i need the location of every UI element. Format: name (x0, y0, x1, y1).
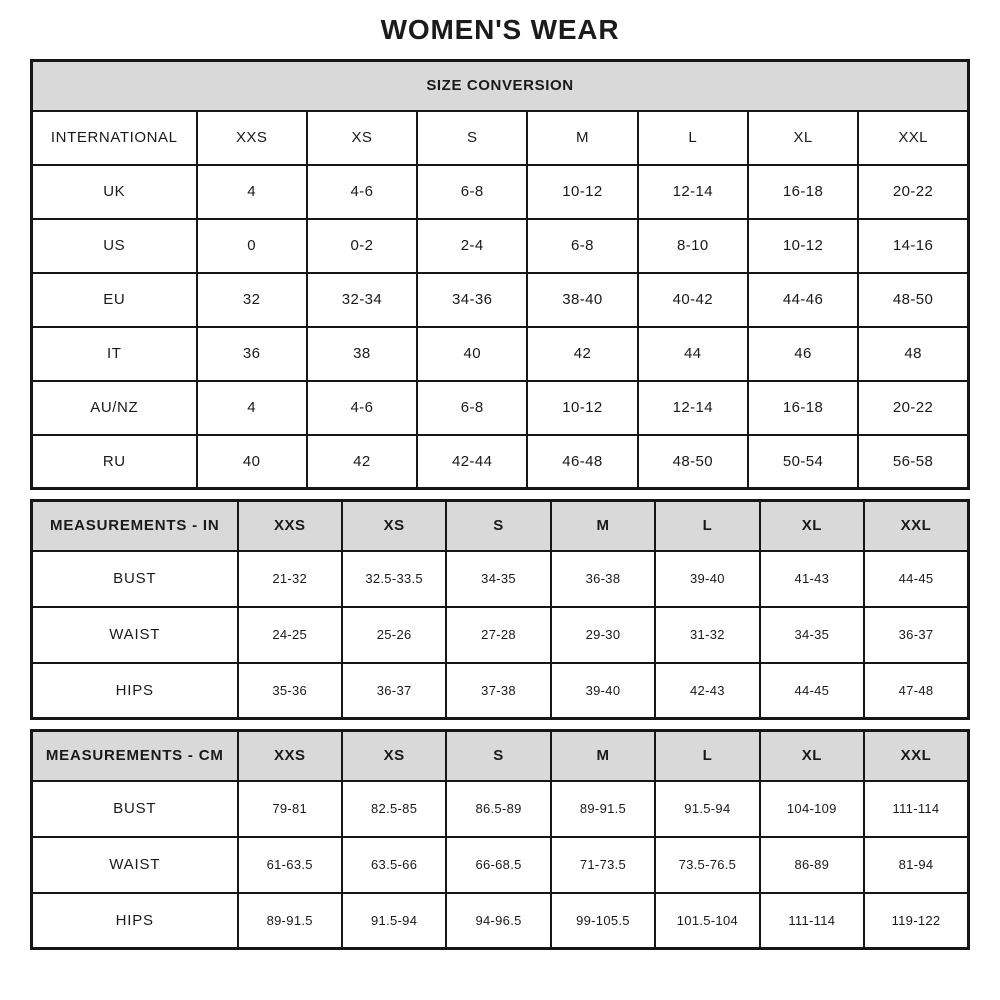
value-cell: 46-48 (527, 435, 637, 489)
page-title: WOMEN'S WEAR (380, 14, 620, 45)
col-header-xxl: XXL (864, 731, 968, 781)
value-cell: 0 (197, 219, 307, 273)
value-cell: 36-38 (551, 551, 655, 607)
value-cell: 56-58 (858, 435, 968, 489)
value-cell: 39-40 (551, 663, 655, 719)
col-header-xxs: XXS (238, 501, 342, 551)
value-cell: 42-44 (417, 435, 527, 489)
value-cell: 71-73.5 (551, 837, 655, 893)
value-cell: 36 (197, 327, 307, 381)
row-label: IT (32, 327, 197, 381)
value-cell: 4-6 (307, 165, 417, 219)
value-cell: 4 (197, 165, 307, 219)
table-row (32, 663, 969, 719)
value-cell: 89-91.5 (551, 781, 655, 837)
col-header-l: L (655, 501, 759, 551)
col-header-xxl: XXL (864, 501, 968, 551)
value-cell: 2-4 (417, 219, 527, 273)
value-cell: 12-14 (638, 165, 748, 219)
value-cell: 91.5-94 (655, 781, 759, 837)
row-label: EU (32, 273, 197, 327)
value-cell: 20-22 (858, 381, 968, 435)
value-cell: 40-42 (638, 273, 748, 327)
value-cell: 14-16 (858, 219, 968, 273)
value-cell: 48 (858, 327, 968, 381)
header-row (32, 731, 969, 781)
value-cell: 24-25 (238, 607, 342, 663)
col-header-xl: XL (760, 731, 864, 781)
value-cell: 50-54 (748, 435, 858, 489)
row-label: HIPS (32, 893, 238, 949)
table-row (32, 607, 969, 663)
value-cell: 39-40 (655, 551, 759, 607)
value-cell: 73.5-76.5 (655, 837, 759, 893)
value-cell: 42-43 (655, 663, 759, 719)
table-row (32, 327, 969, 381)
value-cell: 111-114 (760, 893, 864, 949)
col-header-s: S (417, 111, 527, 165)
row-label: AU/NZ (32, 381, 197, 435)
value-cell: 25-26 (342, 607, 446, 663)
table-row (32, 435, 969, 489)
table-row (32, 837, 969, 893)
value-cell: 40 (417, 327, 527, 381)
col-header-m: M (551, 731, 655, 781)
corner-header: INTERNATIONAL (32, 111, 197, 165)
value-cell: 38 (307, 327, 417, 381)
col-header-s: S (446, 501, 550, 551)
value-cell: 119-122 (864, 893, 968, 949)
value-cell: 34-35 (446, 551, 550, 607)
col-header-xl: XL (760, 501, 864, 551)
value-cell: 89-91.5 (238, 893, 342, 949)
row-label: WAIST (32, 607, 238, 663)
value-cell: 31-32 (655, 607, 759, 663)
value-cell: 94-96.5 (446, 893, 550, 949)
value-cell: 37-38 (446, 663, 550, 719)
value-cell: 48-50 (858, 273, 968, 327)
value-cell: 36-37 (342, 663, 446, 719)
row-label: HIPS (32, 663, 238, 719)
table-row (32, 781, 969, 837)
value-cell: 32.5-33.5 (342, 551, 446, 607)
value-cell: 42 (307, 435, 417, 489)
value-cell: 44-45 (864, 551, 968, 607)
value-cell: 0-2 (307, 219, 417, 273)
value-cell: 86.5-89 (446, 781, 550, 837)
value-cell: 8-10 (638, 219, 748, 273)
value-cell: 6-8 (527, 219, 637, 273)
value-cell: 10-12 (748, 219, 858, 273)
value-cell: 44-45 (760, 663, 864, 719)
table-row (32, 165, 969, 219)
table-row (32, 551, 969, 607)
value-cell: 104-109 (760, 781, 864, 837)
header-row (32, 111, 969, 165)
value-cell: 16-18 (748, 381, 858, 435)
table-title: SIZE CONVERSION (32, 61, 969, 111)
value-cell: 21-32 (238, 551, 342, 607)
row-label: WAIST (32, 837, 238, 893)
value-cell: 81-94 (864, 837, 968, 893)
col-header-xl: XL (748, 111, 858, 165)
value-cell: 66-68.5 (446, 837, 550, 893)
value-cell: 63.5-66 (342, 837, 446, 893)
corner-header: MEASUREMENTS - CM (32, 731, 238, 781)
value-cell: 16-18 (748, 165, 858, 219)
value-cell: 99-105.5 (551, 893, 655, 949)
value-cell: 44-46 (748, 273, 858, 327)
size-conversion-table (30, 59, 970, 490)
value-cell: 32 (197, 273, 307, 327)
value-cell: 41-43 (760, 551, 864, 607)
col-header-xxl: XXL (858, 111, 968, 165)
table-row (32, 893, 969, 949)
col-header-xxs: XXS (238, 731, 342, 781)
col-header-xxs: XXS (197, 111, 307, 165)
value-cell: 101.5-104 (655, 893, 759, 949)
value-cell: 10-12 (527, 165, 637, 219)
value-cell: 40 (197, 435, 307, 489)
value-cell: 12-14 (638, 381, 748, 435)
value-cell: 36-37 (864, 607, 968, 663)
value-cell: 42 (527, 327, 637, 381)
value-cell: 4-6 (307, 381, 417, 435)
value-cell: 82.5-85 (342, 781, 446, 837)
row-label: UK (32, 165, 197, 219)
col-header-xs: XS (342, 731, 446, 781)
value-cell: 6-8 (417, 165, 527, 219)
value-cell: 79-81 (238, 781, 342, 837)
row-label: RU (32, 435, 197, 489)
value-cell: 35-36 (238, 663, 342, 719)
table-row (32, 219, 969, 273)
col-header-xs: XS (307, 111, 417, 165)
value-cell: 44 (638, 327, 748, 381)
measurements-in-table (30, 499, 970, 720)
col-header-xs: XS (342, 501, 446, 551)
col-header-m: M (551, 501, 655, 551)
col-header-s: S (446, 731, 550, 781)
value-cell: 47-48 (864, 663, 968, 719)
value-cell: 91.5-94 (342, 893, 446, 949)
value-cell: 34-35 (760, 607, 864, 663)
value-cell: 86-89 (760, 837, 864, 893)
row-label: BUST (32, 551, 238, 607)
value-cell: 29-30 (551, 607, 655, 663)
row-label: US (32, 219, 197, 273)
corner-header: MEASUREMENTS - IN (32, 501, 238, 551)
value-cell: 6-8 (417, 381, 527, 435)
value-cell: 10-12 (527, 381, 637, 435)
value-cell: 27-28 (446, 607, 550, 663)
measurements-cm-table (30, 729, 970, 950)
header-row (32, 501, 969, 551)
col-header-l: L (655, 731, 759, 781)
col-header-l: L (638, 111, 748, 165)
value-cell: 61-63.5 (238, 837, 342, 893)
value-cell: 38-40 (527, 273, 637, 327)
value-cell: 48-50 (638, 435, 748, 489)
value-cell: 20-22 (858, 165, 968, 219)
value-cell: 34-36 (417, 273, 527, 327)
table-row (32, 273, 969, 327)
value-cell: 46 (748, 327, 858, 381)
row-label: BUST (32, 781, 238, 837)
value-cell: 111-114 (864, 781, 968, 837)
value-cell: 4 (197, 381, 307, 435)
table-row (32, 381, 969, 435)
value-cell: 32-34 (307, 273, 417, 327)
col-header-m: M (527, 111, 637, 165)
